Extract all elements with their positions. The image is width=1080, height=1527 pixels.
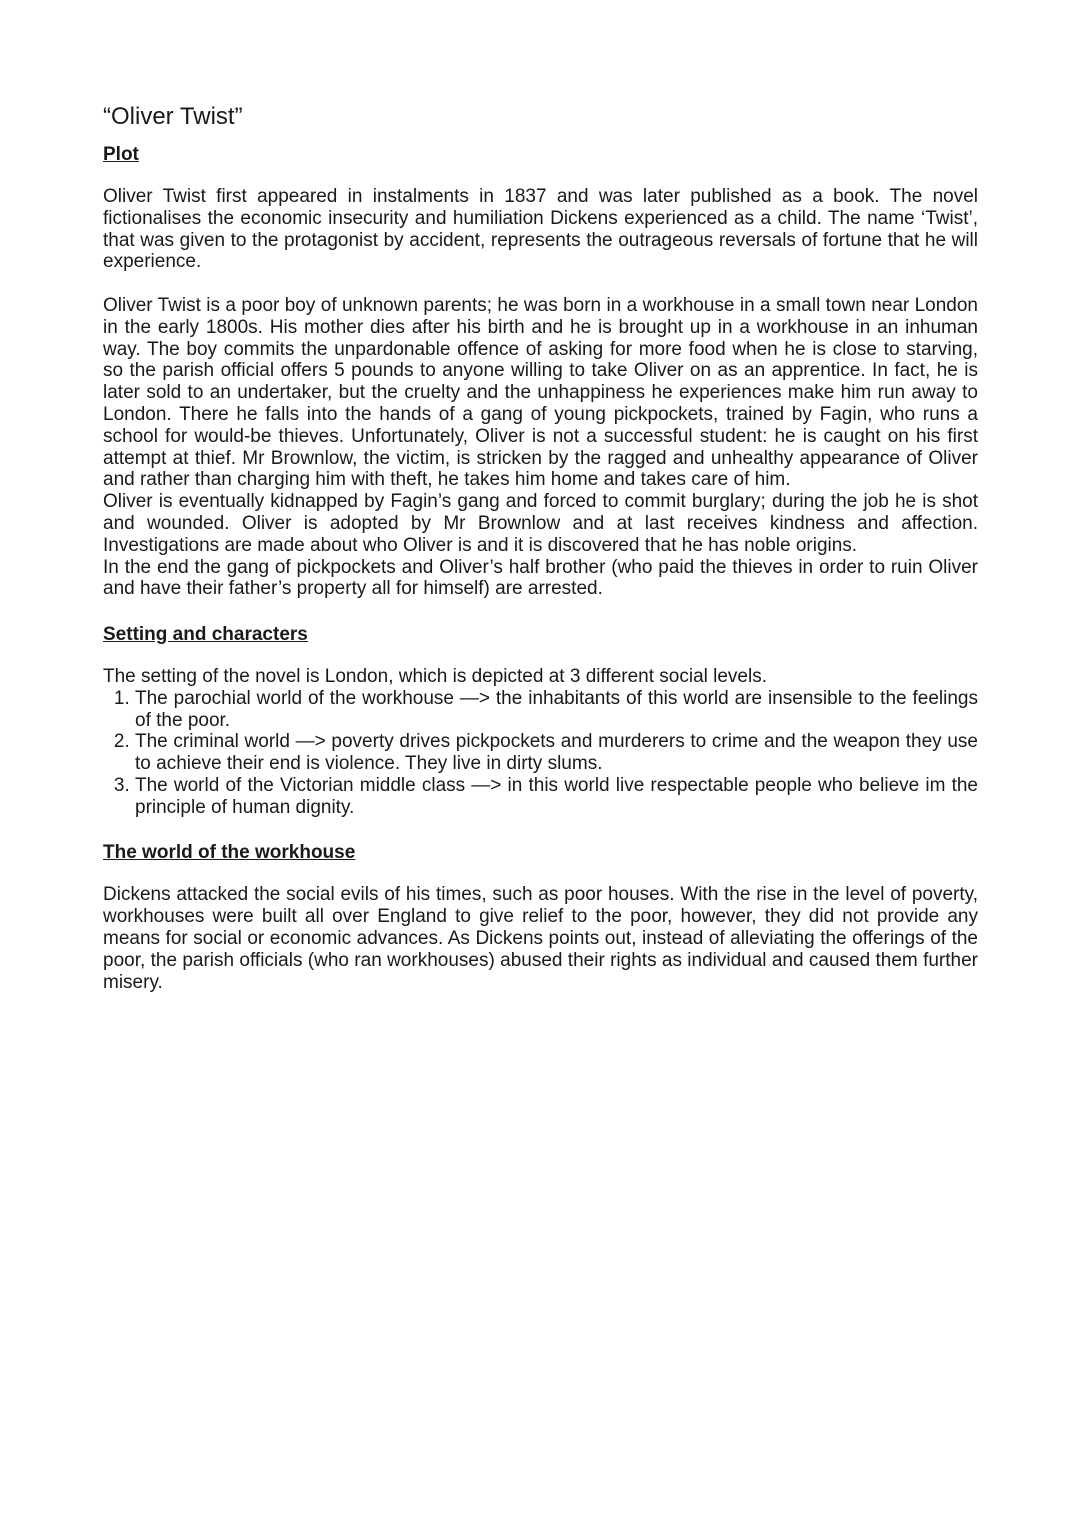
- section-heading-plot: Plot: [103, 144, 139, 165]
- document-page: [103, 100, 978, 993]
- section-heading-setting: Setting and characters: [103, 623, 308, 645]
- plot-paragraph-4: In the end the gang of pickpockets and Oliver’s half brother (who paid the thieves in order to ruin Oliver and have their father’s property all for himself) are arrested.: [103, 556, 978, 600]
- plot-paragraph-2: Oliver Twist is a poor boy of unknown parents; he was born in a workhouse in a small town near London in the early 1800s. His mother dies after his birth and he is brought up in a workhouse in an inhuman way. The boy commits the unpardonable offence of asking for more food when he is close to starving, so the parish official offers 5 pounds to anyone willing to take Oliver on as an apprentice. In fact, he is later sold to an undertaker, but the cruelty and the unhappiness he experiences make him run away to London. There he falls into the hands of a gang of young pickpockets, trained by Fagin, who runs a school for would-be thieves. Unfortunately, Oliver is not a successful student: he is caught on his first attempt at thief. Mr Brownlow, the victim, is stricken by the ragged and unhealthy appearance of Oliver and rather than charging him with theft, he takes him home and takes care of him.: [103, 294, 978, 491]
- social-levels-list: [103, 688, 978, 819]
- plot-paragraph-3: Oliver is eventually kidnapped by Fagin’s gang and forced to commit burglary; during the job he is shot and wounded. Oliver is adopted by Mr Brownlow and at last receives kindness and affection. Investigations are made about who Oliver is and it is discovered that he has noble origins.: [103, 491, 978, 556]
- document-title: “Oliver Twist”: [103, 103, 243, 130]
- setting-intro: The setting of the novel is London, which is depicted at 3 different social levels.: [103, 665, 767, 687]
- list-item: 1. The parochial world of the workhouse —> the inhabitants of this world are insensible to the feelings of the poor.: [135, 688, 978, 732]
- list-item: 2. The criminal world —> poverty drives pickpockets and murderers to crime and the weapon they use to achieve their end is violence. They live in dirty slums.: [135, 731, 978, 775]
- plot-paragraph-1: Oliver Twist first appeared in instalments in 1837 and was later published as a book. The novel fictionalises the economic insecurity and humiliation Dickens experienced as a child. The name ‘Twist’, that was given to the protagonist by accident, represents the outrageous reversals of fortune that he will experience.: [103, 186, 978, 273]
- workhouse-paragraph: Dickens attacked the social evils of his times, such as poor houses. With the rise in the level of poverty, workhouses were built all over England to give relief to the poor, however, they did not provide any means for social or economic advances. As Dickens points out, instead of alleviating the offerings of the poor, the parish officials (who ran workhouses) abused their rights as individual and caused them further misery.: [103, 884, 978, 993]
- section-heading-workhouse: The world of the workhouse: [103, 842, 356, 864]
- list-item: 3. The world of the Victorian middle class —> in this world live respectable people who believe im the principle of human dignity.: [135, 775, 978, 819]
